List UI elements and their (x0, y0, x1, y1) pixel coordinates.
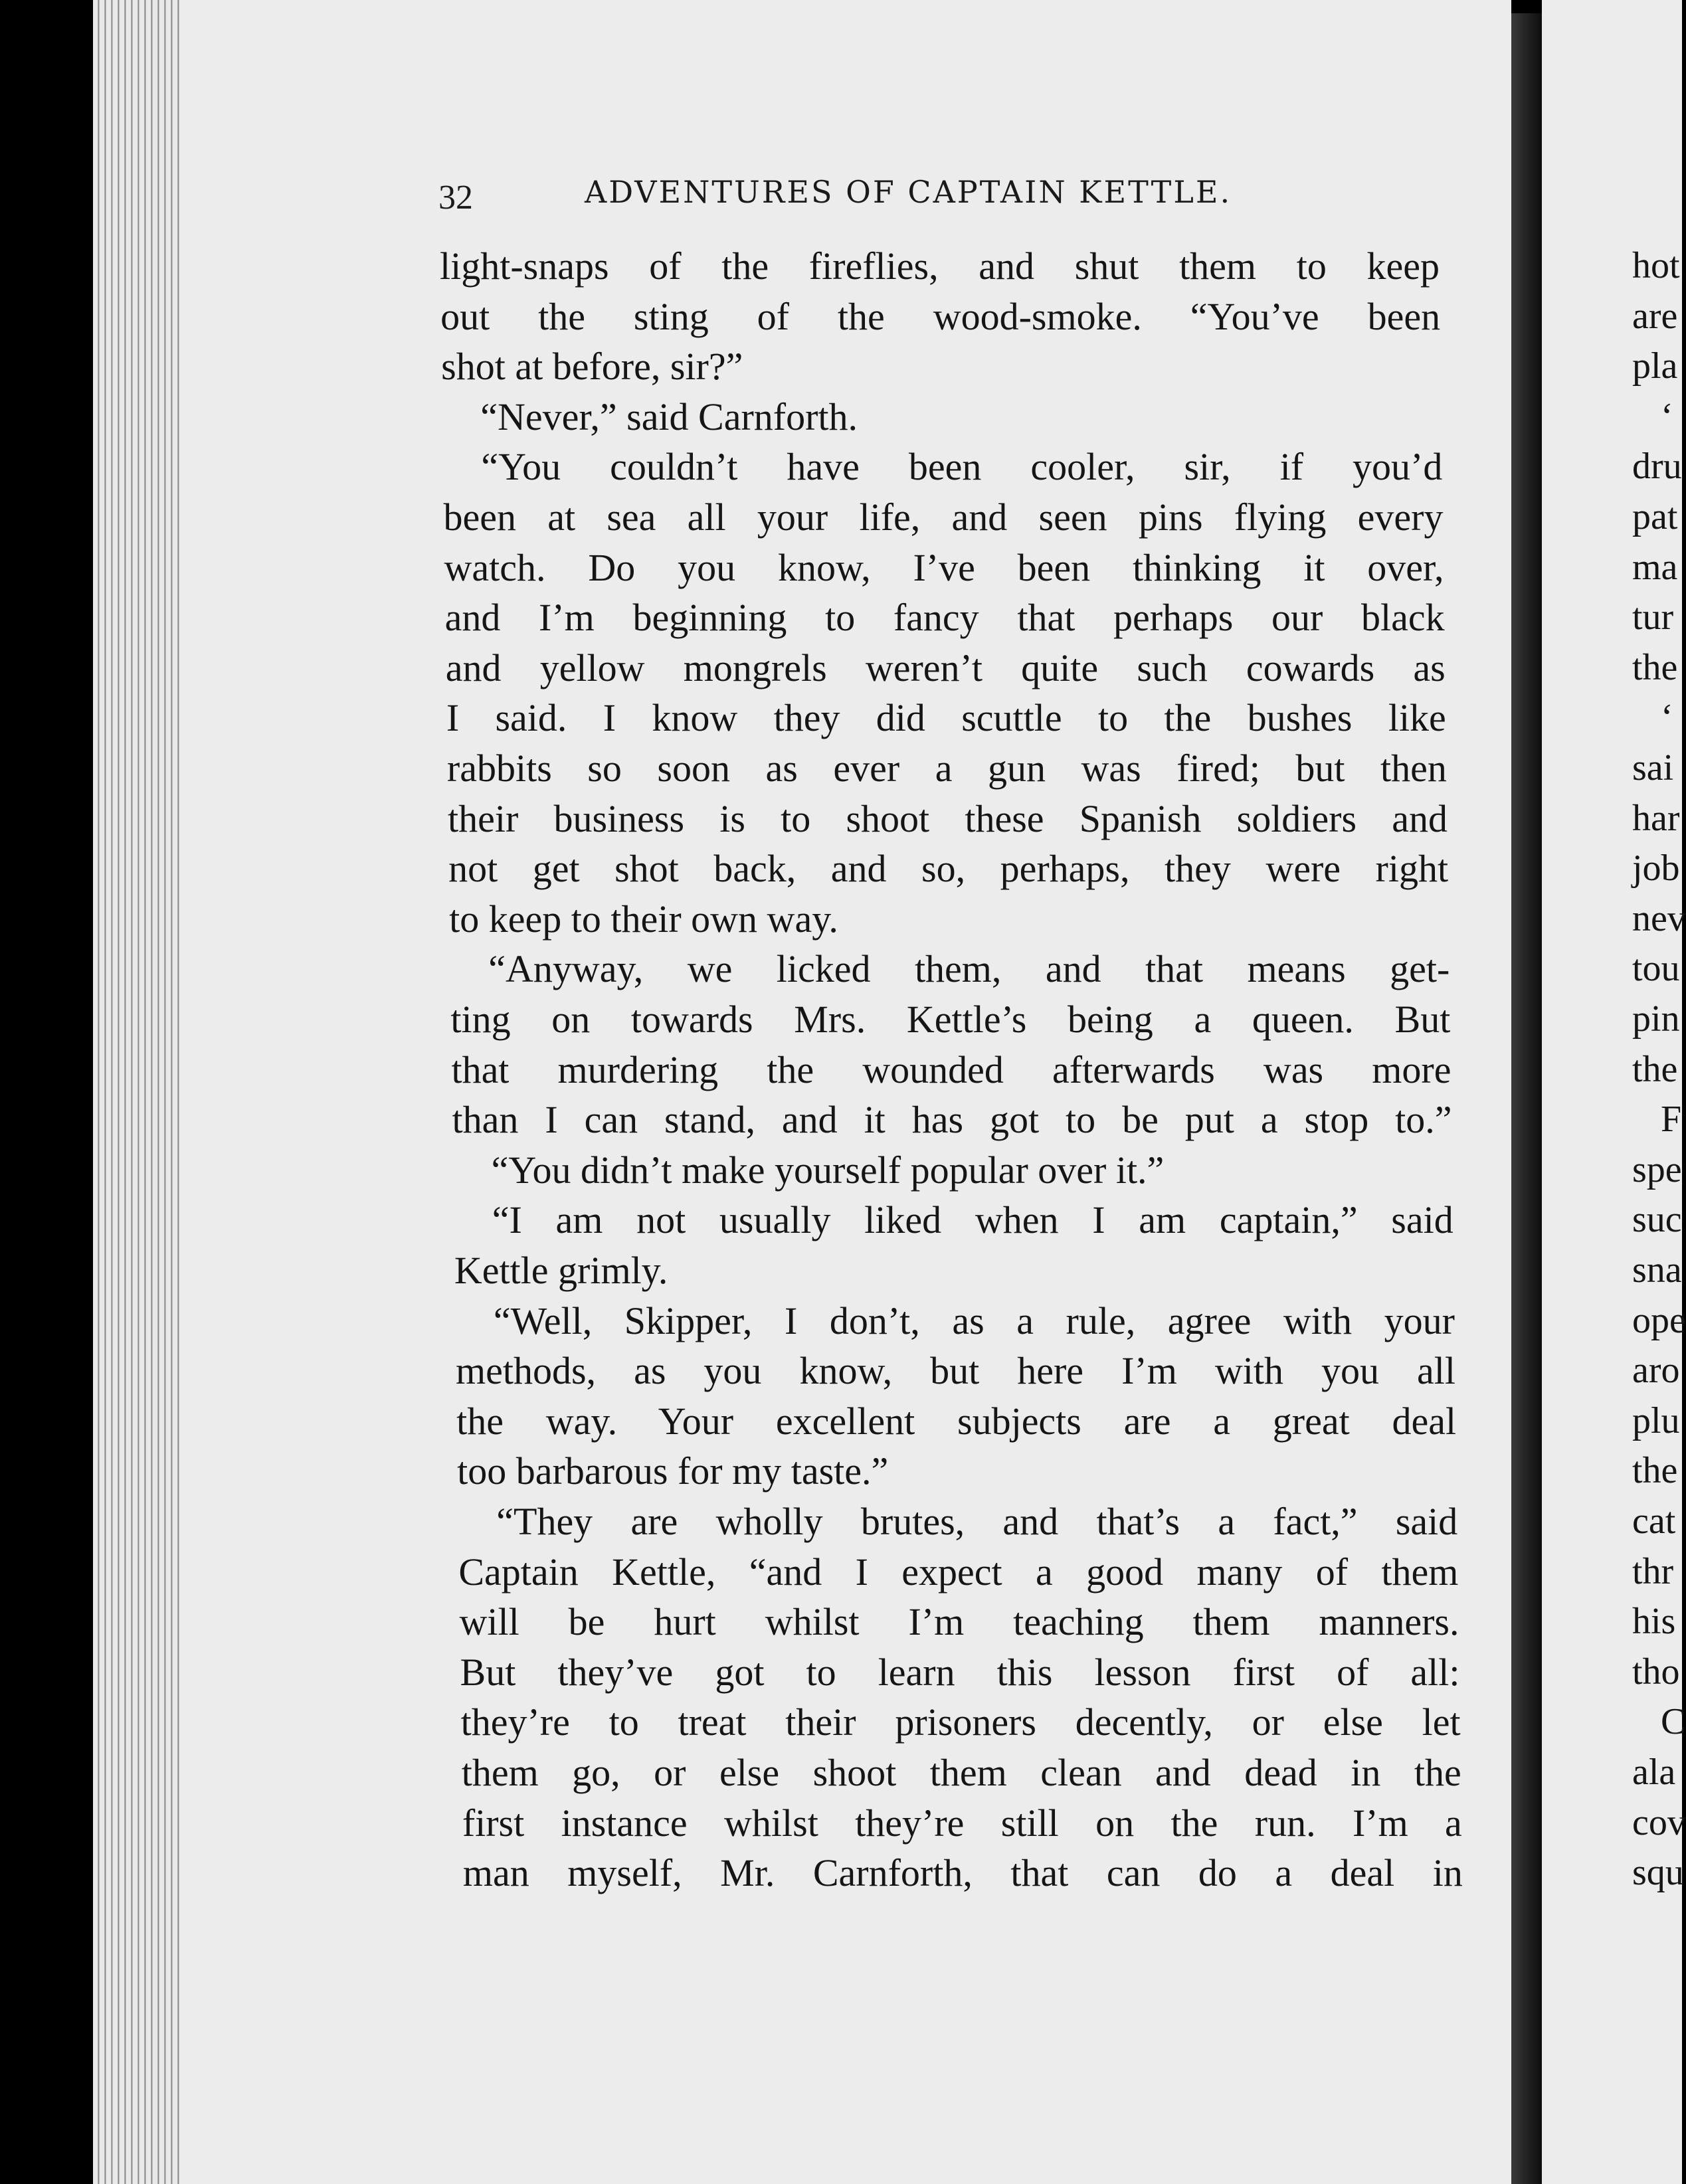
text-line: them go, or else shoot them clean and dead in the (461, 1751, 1461, 1794)
facing-text-fragment: ‘ (1661, 395, 1673, 437)
facing-text-fragment: hot (1632, 245, 1680, 286)
facing-text-fragment: job (1632, 848, 1680, 889)
text-line: and I’m beginning to fancy that perhaps our black (444, 596, 1445, 640)
facing-text-fragment: the (1632, 646, 1678, 688)
text-line: “Never,” said Carnforth. (480, 395, 858, 438)
text-line: that murdering the wounded afterwards was more (451, 1047, 1452, 1091)
text-line: man myself, Mr. Carnforth, that can do a deal in (462, 1851, 1463, 1895)
facing-text-fragment: pat (1632, 496, 1678, 537)
facing-text-fragment: pla (1632, 345, 1678, 387)
facing-text-fragment: tur (1632, 596, 1674, 638)
text-line: But they’ve got to learn this lesson first of all: (460, 1650, 1460, 1694)
facing-text-fragment: suc (1632, 1199, 1682, 1241)
facing-text-fragment: dru (1632, 446, 1682, 488)
text-line: “They are wholly brutes, and that’s a fact,” said (496, 1500, 1458, 1543)
facing-text-fragment: aro (1632, 1350, 1680, 1392)
facing-text-fragment: tho (1632, 1651, 1680, 1692)
facing-text-fragment: ma (1632, 546, 1678, 588)
text-line: Kettle grimly. (454, 1249, 668, 1292)
facing-text-fragment: ala (1632, 1752, 1676, 1793)
facing-text-fragment: pin (1632, 998, 1680, 1040)
text-line: first instance whilst they’re still on the run. I’m a (462, 1801, 1462, 1845)
facing-text-fragment: the (1632, 1048, 1678, 1090)
facing-text-fragment: ope (1632, 1299, 1686, 1341)
facing-text-fragment: his (1632, 1601, 1676, 1643)
facing-text-fragment: the (1632, 1450, 1678, 1492)
text-line: “Anyway, we licked them, and that means get- (488, 947, 1450, 991)
text-line: “You couldn’t have been cooler, sir, if you’d (481, 445, 1443, 489)
facing-text-fragment: cat (1632, 1501, 1676, 1542)
text-line: methods, as you know, but here I’m with you all (456, 1349, 1455, 1393)
page-number: 32 (438, 179, 473, 217)
text-line: ting on towards Mrs. Kettle’s being a queen. But (450, 998, 1451, 1041)
text-line: “I am not usually liked when I am captain,” said (492, 1198, 1453, 1242)
text-line: will be hurt whilst I’m teaching them manners. (459, 1600, 1459, 1644)
text-line: out the sting of the wood-smoke. “You’ve been (440, 294, 1441, 338)
facing-text-fragment: sai (1632, 747, 1674, 788)
text-line: rabbits so soon as ever a gun was fired; but then (446, 747, 1447, 790)
text-line: too barbarous for my taste.” (457, 1449, 889, 1493)
facing-text-fragment: nev (1632, 897, 1686, 939)
facing-text-fragment: F (1661, 1099, 1682, 1140)
facing-text-fragment: ‘ (1661, 697, 1673, 739)
text-line: not get shot back, and so, perhaps, they were right (448, 847, 1449, 891)
scan-speck (15, 1335, 19, 1339)
text-line: Captain Kettle, “and I expect a good many of them (458, 1550, 1459, 1593)
facing-text-fragment: C (1661, 1701, 1686, 1743)
running-title: ADVENTURES OF CAPTAIN KETTLE. (585, 174, 1232, 210)
text-line: to keep to their own way. (449, 897, 838, 941)
text-line: watch. Do you know, I’ve been thinking it over, (444, 545, 1444, 589)
text-line: their business is to shoot these Spanish soldiers and (448, 796, 1448, 840)
facing-text-fragment: sna (1632, 1249, 1682, 1291)
text-line: light-snaps of the fireflies, and shut them to keep (440, 244, 1440, 288)
scan-speck (33, 1182, 38, 1187)
text-line: than I can stand, and it has got to be put a stop to.” (452, 1098, 1452, 1142)
facing-text-fragment: cov (1632, 1801, 1686, 1843)
text-line: “Well, Skipper, I don’t, as a rule, agree with your (493, 1299, 1455, 1342)
facing-text-fragment: tou (1632, 948, 1680, 990)
facing-text-fragment: are (1632, 295, 1678, 337)
scan-speck (27, 1647, 30, 1651)
facing-text-fragment: spe (1632, 1148, 1682, 1190)
text-line: and yellow mongrels weren’t quite such cowards as (445, 646, 1446, 689)
facing-text-fragment: plu (1632, 1400, 1680, 1441)
text-line: “You didn’t make yourself popular over it.” (491, 1148, 1165, 1192)
facing-text-fragment: thr (1632, 1550, 1674, 1592)
facing-text-fragment: squ (1632, 1852, 1684, 1894)
text-line: they’re to treat their prisoners decently, or else let (460, 1700, 1461, 1744)
text-line: shot at before, sir?” (441, 345, 743, 389)
facing-text-fragment: har (1632, 797, 1680, 839)
scan-speck (61, 658, 64, 661)
text-line: the way. Your excellent subjects are a great deal (456, 1399, 1457, 1443)
text-line: been at sea all your life, and seen pins flying every (443, 496, 1444, 539)
text-line: I said. I know they did scuttle to the bushes like (446, 696, 1446, 740)
